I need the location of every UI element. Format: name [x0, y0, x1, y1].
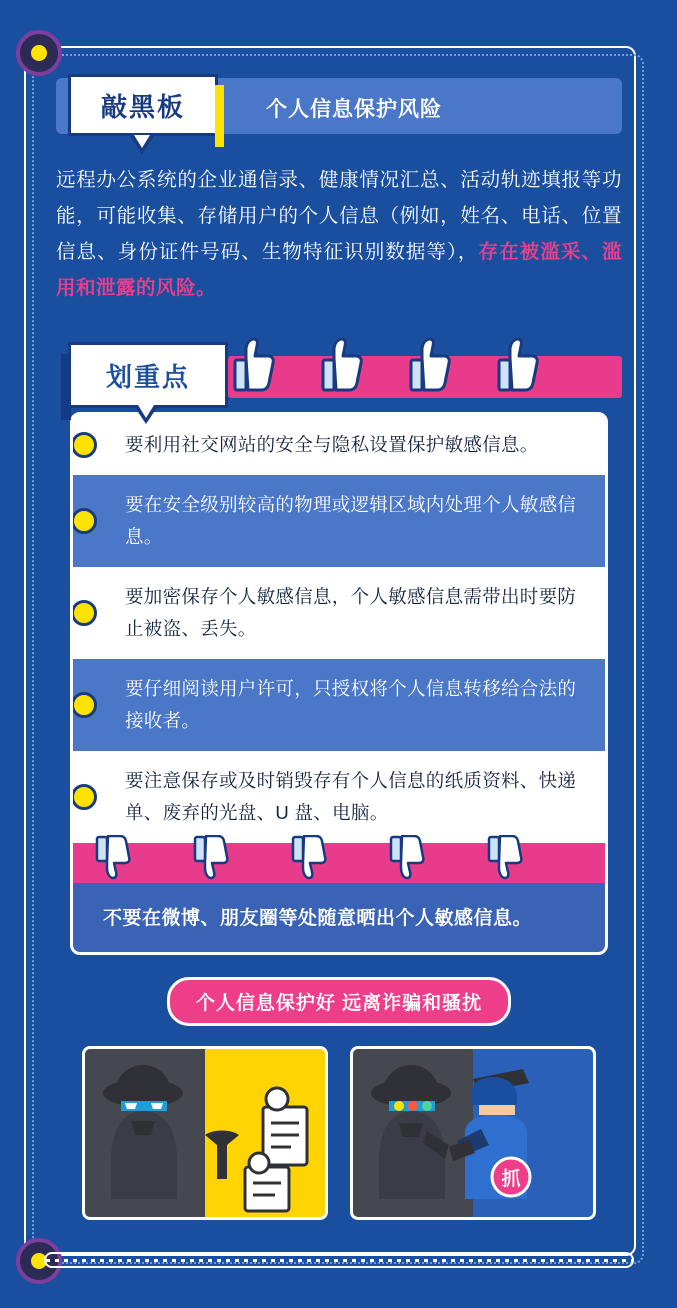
- thumbs-up-icon: [320, 336, 364, 394]
- thumbs-down-icon: [487, 835, 523, 883]
- bottom-decorative-strip: [44, 1252, 634, 1268]
- thumbs-up-row: [232, 336, 622, 400]
- thumbs-down-icon: [389, 835, 425, 883]
- thumbs-up-icon: [232, 336, 276, 394]
- section1-tag: [68, 74, 218, 136]
- thumbs-down-icon: [95, 835, 131, 883]
- tips-card: [70, 412, 608, 955]
- bullet-dot-icon: [71, 508, 97, 534]
- tag-blue-accent: [61, 354, 71, 420]
- tip-item: [73, 751, 605, 843]
- thumbs-down-row: [95, 835, 523, 883]
- bullet-dot-icon: [71, 432, 97, 458]
- illustration-thief-and-documents: [82, 1046, 328, 1220]
- police-figure-icon: [353, 1049, 593, 1217]
- thumbs-down-strip: [73, 843, 605, 883]
- tip-text: 要利用社交网站的安全与隐私设置保护敏感信息。: [125, 434, 539, 455]
- bullet-dot-icon: [71, 692, 97, 718]
- section1-tag-pointer: [130, 136, 154, 154]
- section1-header: [56, 78, 622, 140]
- section1-title: 个人信息保护风险: [266, 98, 442, 121]
- tip-row: [73, 659, 605, 751]
- tip-item: [73, 475, 605, 567]
- tip-row: [73, 751, 605, 843]
- tip-text: 要加密保存个人敏感信息，个人敏感信息需带出时要防止被盗、丢失。: [125, 586, 577, 639]
- paragraph-highlight: 存在被滥采、滥用和泄露的风险。: [56, 241, 622, 299]
- bullet-dot-icon: [71, 784, 97, 810]
- tip-text: 要注意保存或及时销毁存有个人信息的纸质资料、快递单、废弃的光盘、U 盘、电脑。: [125, 770, 577, 823]
- decorative-ring-top: [16, 30, 62, 76]
- section1-paragraph: [56, 162, 622, 306]
- section2-tag-label: 划重点: [105, 361, 190, 392]
- tag-yellow-accent: [215, 85, 224, 147]
- paragraph-text: 远程办公系统的企业通信录、健康情况汇总、活动轨迹填报等功能，可能收集、存储用户的个人信息（例如，姓名、电话、位置信息、身份证件号码、生物特征识别数据等），: [56, 169, 622, 263]
- thumbs-down-icon: [193, 835, 229, 883]
- svg-text:抓: 抓: [501, 1169, 521, 1190]
- illustrations-row: [56, 1046, 622, 1220]
- thief-figure-icon: [85, 1049, 325, 1217]
- thumbs-up-icon: [408, 336, 452, 394]
- thumbs-up-icon: [496, 336, 540, 394]
- tip-text: 要仔细阅读用户许可，只授权将个人信息转移给合法的接收者。: [125, 678, 577, 731]
- tip-row: [73, 567, 605, 659]
- tip-item: [73, 659, 605, 751]
- slogan-container: [56, 977, 622, 1026]
- tip-text: 要在安全级别较高的物理或逻辑区域内处理个人敏感信息。: [125, 494, 577, 547]
- section2-tag-pointer: [134, 406, 158, 424]
- tip-row: [73, 415, 605, 475]
- poster-content: [56, 78, 622, 1220]
- slogan-badge: 个人信息保护好 远离诈骗和骚扰: [167, 977, 511, 1026]
- illustration-police-catching-thief: [350, 1046, 596, 1220]
- bullet-dot-icon: [71, 600, 97, 626]
- warning-text: 不要在微博、朋友圈等处随意晒出个人敏感信息。: [73, 883, 605, 952]
- section2-tag: [68, 342, 228, 408]
- tip-item: [73, 567, 605, 659]
- tip-item: [73, 415, 605, 475]
- section1-tag-label: 敲黑板: [100, 91, 185, 122]
- tip-row: [73, 475, 605, 567]
- thumbs-down-icon: [291, 835, 327, 883]
- section2-header: [56, 344, 622, 408]
